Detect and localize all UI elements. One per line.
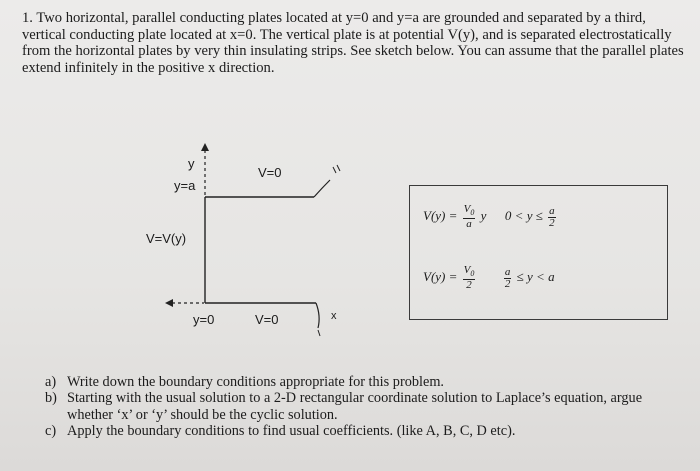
bottom-plate-hatch (318, 330, 320, 336)
eq2-fraction (463, 265, 476, 291)
question-text: Apply the boundary conditions to find usual coefficients. (like A, B, C, D etc). (67, 423, 516, 440)
bottom-plate-squiggle (316, 303, 319, 328)
eq2-range-num: a (504, 265, 511, 278)
problem-text: 1. Two horizontal, parallel conducting plates located at y=0 and y=a are grounded and separated by a third, vertical conducting plate located at x=0. The vertical plate is at potential V(y), and is separated electrostatically from the horizontal plates by very thin insulating strips. See sketch below. You can assume that the parallel plates extend infinitely in the positive x direction. (22, 10, 684, 76)
potential-eq-2 (423, 265, 555, 291)
top-plate-hatch (333, 165, 340, 173)
question-list (45, 374, 685, 440)
top-plate-squiggle (314, 180, 330, 197)
eq2-den: 2 (466, 279, 472, 292)
eq2-num: V (463, 264, 471, 276)
y-a-label: y=a (174, 178, 196, 193)
eq1-num: V (463, 203, 471, 215)
left-plate-potential: V=V(y) (146, 231, 187, 246)
eq1-range-den: 2 (549, 216, 555, 229)
eq1-lhs: V(y) = (423, 208, 458, 224)
x-axis-arrow (165, 299, 173, 307)
eq1-num-sub: 0 (470, 208, 475, 218)
question-item (45, 390, 685, 423)
bottom-plate-potential: V=0 (255, 312, 279, 327)
question-marker: c) (45, 423, 57, 440)
eq1-range: 0 < y ≤ (504, 208, 543, 224)
eq1-range-num: a (549, 204, 555, 217)
x-axis-label: x (331, 310, 337, 322)
eq2-range-den: 2 (504, 277, 511, 290)
question-marker: a) (45, 374, 57, 390)
eq2-range-fraction (504, 267, 512, 290)
question-item (45, 374, 685, 390)
y-axis-label: y (188, 156, 195, 171)
question-marker: b) (45, 390, 57, 407)
potential-eq-1 (423, 204, 558, 230)
question-text: Starting with the usual solution to a 2-D rectangular coordinate solution to Laplace’s equation, argue whether ‘x’ or ‘y’ should be the cyclic solution. (67, 390, 643, 423)
potential-definition-box (409, 185, 668, 320)
eq2-range: ≤ y < a (516, 269, 555, 285)
question-item (45, 423, 685, 439)
eq1-var: y (480, 208, 487, 224)
y-axis-arrow (201, 143, 209, 151)
eq1-den: a (466, 218, 472, 231)
question-text: Write down the boundary conditions appropriate for this problem. (67, 374, 445, 390)
eq2-lhs: V(y) = (423, 269, 458, 285)
eq1-range-fraction (548, 206, 556, 229)
eq1-fraction (463, 204, 476, 230)
problem-statement (22, 10, 690, 76)
eq2-num-sub: 0 (470, 269, 475, 279)
y-zero-label: y=0 (193, 312, 215, 327)
top-plate-potential: V=0 (258, 165, 282, 180)
